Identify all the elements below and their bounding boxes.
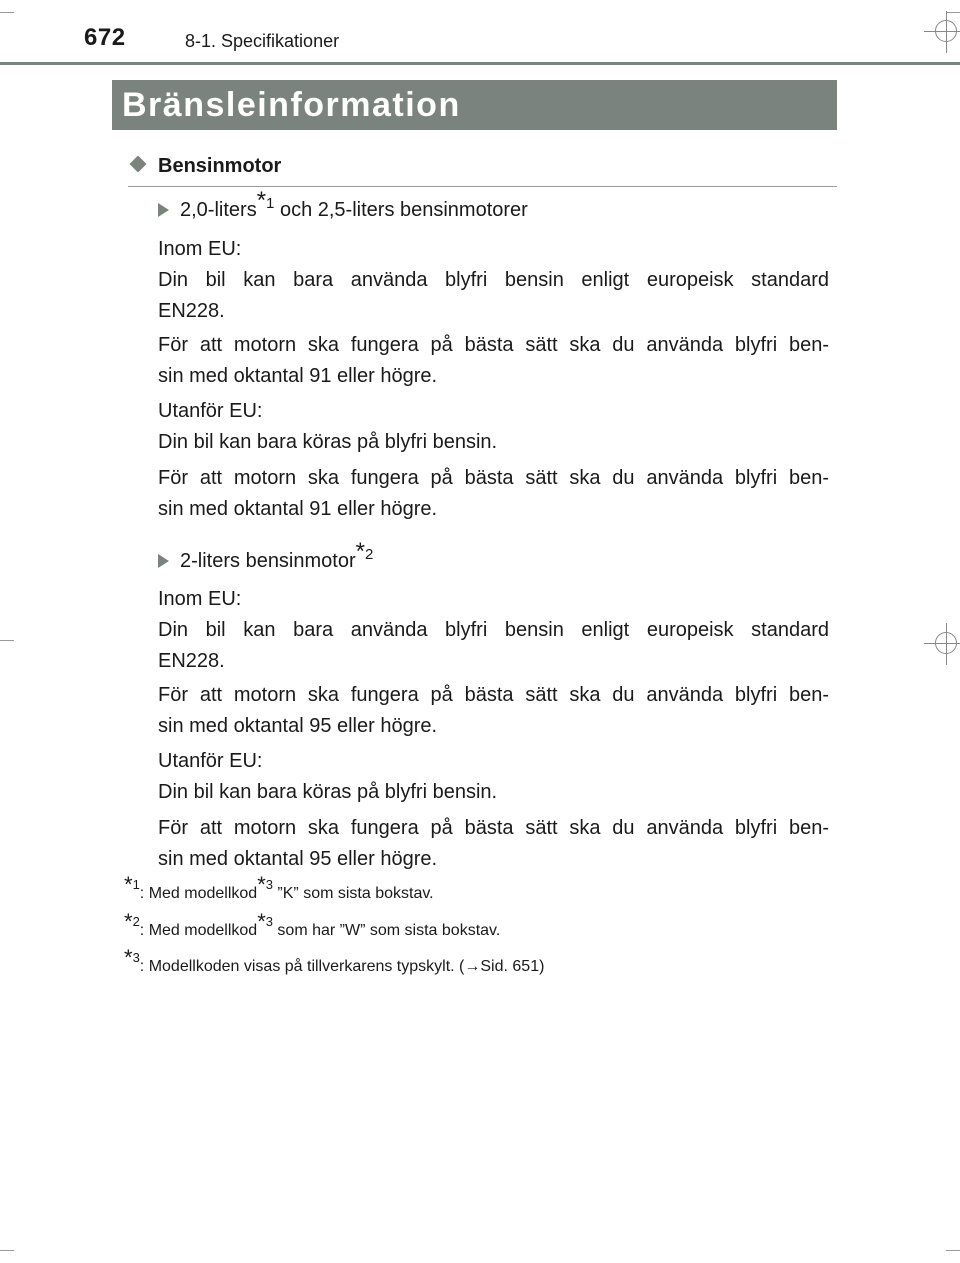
footnote: *$^3$: Modellkoden visas på tillverkarens typskylt. (→Sid. 651)	[124, 945, 545, 975]
diamond-icon	[130, 156, 147, 173]
crop-mark	[0, 12, 14, 13]
page-reference-link[interactable]: Sid. 651)	[480, 958, 545, 975]
arrow-right-icon: →	[464, 958, 481, 975]
paragraph: För att motorn ska fungera på bästa sätt ska du använda blyfri ben- sin med oktantal 91 eller högre.	[158, 334, 829, 387]
triangle-right-icon	[158, 203, 169, 217]
subsection-heading: 2-liters bensinmotor$^{*2}$	[158, 550, 373, 573]
paragraph: Utanför EU: Din bil kan bara köras på blyfri bensin.	[158, 400, 498, 453]
crop-mark	[0, 1250, 14, 1251]
section-label: Bensinmotor	[158, 155, 282, 177]
registration-mark-icon	[935, 632, 957, 654]
page-number: 672	[84, 24, 126, 51]
crop-mark	[0, 640, 14, 641]
registration-mark-icon	[935, 20, 957, 42]
subsection-heading: 2,0-liters$^{*1}$ och 2,5-liters bensinmotorer	[158, 199, 528, 222]
footnote: *$^1$: Med modellkod*$^3$ ”K” som sista bokstav.	[124, 872, 434, 902]
paragraph: För att motorn ska fungera på bästa sätt ska du använda blyfri ben- sin med oktantal 95 eller högre.	[158, 817, 829, 870]
crop-mark	[946, 12, 960, 13]
paragraph: För att motorn ska fungera på bästa sätt ska du använda blyfri ben- sin med oktantal 95 eller högre.	[158, 684, 829, 737]
header-divider	[0, 62, 960, 65]
section-heading	[128, 153, 837, 187]
title-bar	[112, 80, 837, 130]
footnote: *$^2$: Med modellkod*$^3$ som har ”W” som sista bokstav.	[124, 909, 501, 939]
page-title: Bränsleinformation	[122, 86, 461, 124]
paragraph: Inom EU: Din bil kan bara använda blyfri bensin enligt europeisk standard EN228.	[158, 238, 829, 322]
paragraph: Inom EU: Din bil kan bara använda blyfri bensin enligt europeisk standard EN228.	[158, 588, 829, 672]
triangle-right-icon	[158, 554, 169, 568]
paragraph: För att motorn ska fungera på bästa sätt ska du använda blyfri ben- sin med oktantal 91 eller högre.	[158, 467, 829, 520]
paragraph: Utanför EU: Din bil kan bara köras på blyfri bensin.	[158, 750, 498, 803]
chapter-label: 8-1. Specifikationer	[185, 31, 340, 51]
crop-mark	[946, 1250, 960, 1251]
